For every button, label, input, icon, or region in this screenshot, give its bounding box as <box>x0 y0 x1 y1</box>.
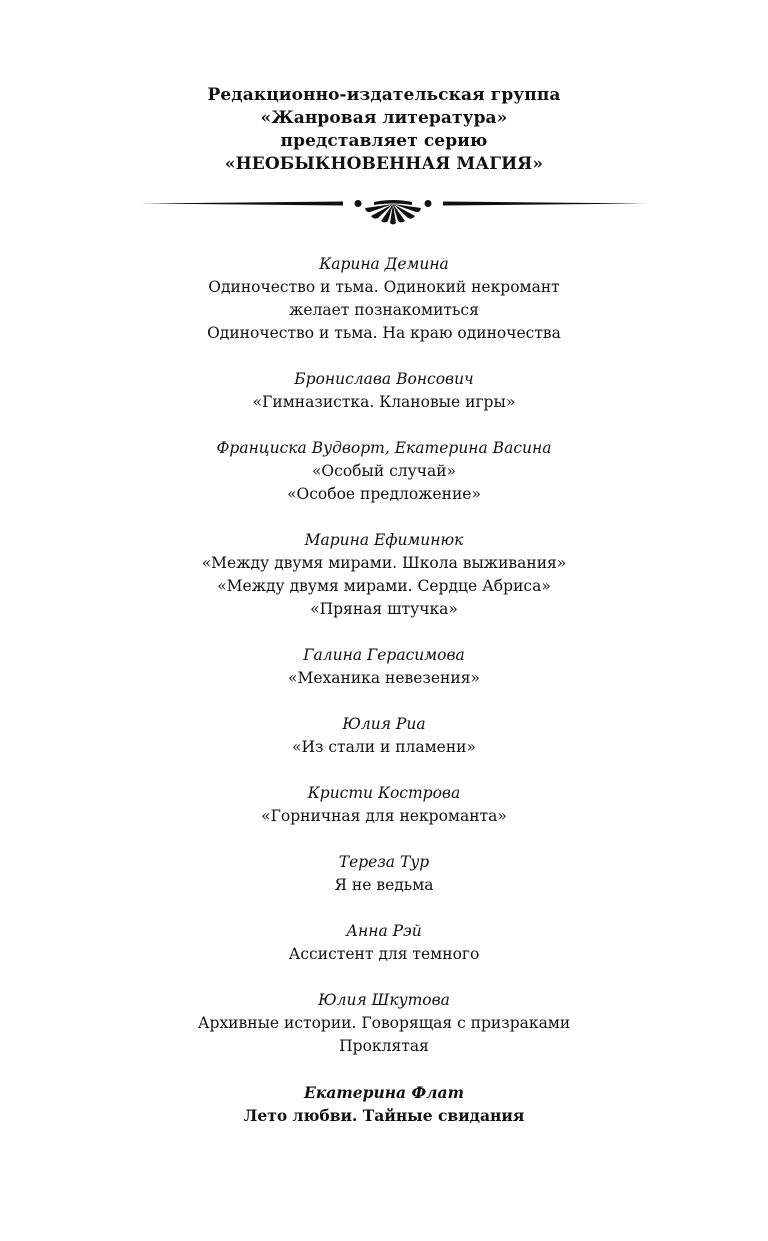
book-entry <box>0 920 768 966</box>
book-title: желает познакомиться <box>289 301 479 319</box>
series-header <box>0 84 768 176</box>
author-name: Кристи Кострова <box>307 784 461 802</box>
book-title: Одиночество и тьма. На краю одиночества <box>207 324 561 342</box>
book-title: Ассистент для темного <box>288 945 480 963</box>
book-title: «Гимназистка. Клановые игры» <box>252 393 516 411</box>
book-title: Архивные истории. Говорящая с призраками <box>197 1014 571 1032</box>
book-entry <box>0 989 768 1058</box>
author-name: Юлия Риа <box>342 715 426 733</box>
book-title: «Между двумя мирами. Сердце Абриса» <box>217 577 551 595</box>
book-title: «Горничная для некроманта» <box>261 807 507 825</box>
book-title: «Между двумя мирами. Школа выживания» <box>201 554 567 572</box>
decorative-divider-icon <box>138 192 648 226</box>
book-entry <box>0 782 768 828</box>
book-title: «Особое предложение» <box>287 485 481 503</box>
book-entry <box>0 253 768 345</box>
author-name: Бронислава Вонсович <box>294 370 474 388</box>
author-name: Тереза Тур <box>338 853 430 871</box>
presents-line: представляет серию <box>280 131 488 151</box>
series-title: «НЕОБЫКНОВЕННАЯ МАГИЯ» <box>224 154 544 174</box>
book-entry <box>0 529 768 621</box>
book-entry <box>0 851 768 897</box>
book-entry <box>0 1081 768 1127</box>
book-title: Одиночество и тьма. Одинокий некромант <box>208 278 560 296</box>
book-title: Проклятая <box>339 1037 429 1055</box>
author-name: Марина Ефиминюк <box>304 531 464 549</box>
author-name: Анна Рэй <box>346 922 422 940</box>
book-entry <box>0 437 768 506</box>
book-entry <box>0 713 768 759</box>
book-title: Я не ведьма <box>334 876 434 894</box>
author-name: Галина Герасимова <box>303 646 465 664</box>
book-title: Лето любви. Тайные свидания <box>243 1106 525 1125</box>
book-title: «Пряная штучка» <box>310 600 458 618</box>
book-title: «Механика невезения» <box>288 669 480 687</box>
author-name: Франциска Вудворт, Екатерина Васина <box>216 439 552 457</box>
book-list <box>0 253 768 1150</box>
author-name: Юлия Шкутова <box>318 991 450 1009</box>
book-title: «Из стали и пламени» <box>291 738 477 756</box>
author-name: Карина Демина <box>319 255 449 273</box>
book-title: «Особый случай» <box>311 462 457 480</box>
imprint-line: «Жанровая литература» <box>260 108 508 128</box>
book-entry <box>0 368 768 414</box>
author-name: Екатерина Флат <box>304 1083 464 1102</box>
book-entry <box>0 644 768 690</box>
publisher-line: Редакционно-издательская группа <box>207 85 561 105</box>
